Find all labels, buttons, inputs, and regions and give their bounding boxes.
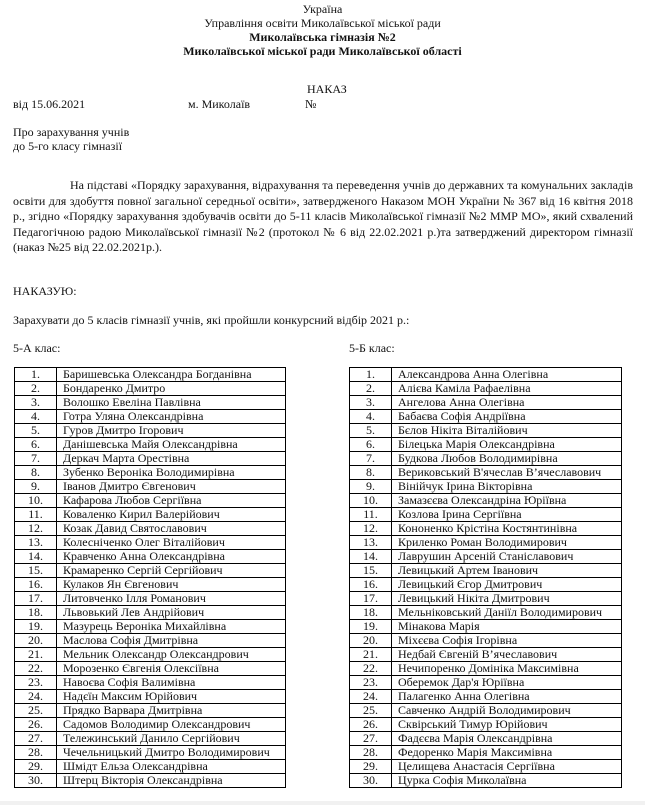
student-name: Надєїн Максим Юрійович [57,690,286,704]
student-name: Бондаренко Дмитро [57,382,286,396]
table-row [350,704,622,718]
row-number: 28. [15,746,57,760]
row-number: 1. [350,368,392,382]
row-number: 11. [350,508,392,522]
table-row [15,606,286,620]
student-name: Вінійчук Ірина Вікторівна [392,480,622,494]
student-name: Бєлов Нікіта Віталійович [392,424,622,438]
row-number: 10. [15,494,57,508]
table-row [15,718,286,732]
student-name: Мельник Олександр Олександрович [57,648,286,662]
student-name: Ангелова Анна Олегівна [392,396,622,410]
student-name: Міхєєва Софія Ігорівна [392,634,622,648]
student-name: Козак Давид Святославович [57,522,286,536]
row-number: 3. [15,396,57,410]
student-name: Левицький Нікіта Дмитрович [392,592,622,606]
row-number: 25. [350,704,392,718]
student-name: Кафарова Любов Сергіївна [57,494,286,508]
header-country: Україна [302,2,343,16]
table-row [350,480,622,494]
student-name: Крамаренко Сергій Сергійович [57,564,286,578]
table-row [15,522,286,536]
student-name: Гуров Дмитро Ігорович [57,424,286,438]
row-number: 9. [15,480,57,494]
student-name: Левицький Артем Іванович [392,564,622,578]
table-row [350,634,622,648]
student-name: Фадєєва Марія Олександрівна [392,732,622,746]
row-number: 4. [15,410,57,424]
row-number: 8. [15,466,57,480]
student-name: Кулаков Ян Євгенович [57,578,286,592]
row-number: 30. [350,774,392,788]
row-number: 12. [15,522,57,536]
row-number: 7. [15,452,57,466]
student-name: Іванов Дмитро Євгенович [57,480,286,494]
student-name: Садомов Володимир Олександрович [57,718,286,732]
row-number: 30. [15,774,57,788]
row-number: 8. [350,466,392,480]
student-name: Навоєва Софія Валимівна [57,676,286,690]
table-row [350,536,622,550]
order-number: № [305,97,317,111]
student-name: Козлова Ірина Сергіївна [392,508,622,522]
student-name: Чечельницький Дмитро Володимирович [57,746,286,760]
row-number: 28. [350,746,392,760]
student-name: Волошко Евеліна Павлівна [57,396,286,410]
table-row [15,452,286,466]
student-name: Данішевська Майя Олександрівна [57,438,286,452]
table-row [350,676,622,690]
row-number: 29. [350,760,392,774]
row-number: 29. [15,760,57,774]
row-number: 13. [15,536,57,550]
table-row [350,690,622,704]
student-name: Криленко Роман Володимирович [392,536,622,550]
table-row [350,648,622,662]
table-row [15,550,286,564]
row-number: 16. [15,578,57,592]
class-a-student-table [14,367,286,788]
table-row [15,536,286,550]
table-row [350,578,622,592]
table-row [15,578,286,592]
table-row [350,662,622,676]
student-name: Львовький Лев Андрійович [57,606,286,620]
student-name: Коваленко Кирил Валерійович [57,508,286,522]
student-name: Александрова Анна Олегівна [392,368,622,382]
row-number: 5. [350,424,392,438]
row-number: 13. [350,536,392,550]
row-number: 3. [350,396,392,410]
table-row [350,606,622,620]
table-row [15,494,286,508]
table-row [15,676,286,690]
student-name: Федоренко Марія Максимівна [392,746,622,760]
table-row [15,382,286,396]
student-name: Нечипоренко Домініка Максимівна [392,662,622,676]
student-name: Савченко Андрій Володимирович [392,704,622,718]
table-row [350,620,622,634]
row-number: 26. [15,718,57,732]
table-row [350,424,622,438]
instruction-text: Зарахувати до 5 класів гімназії учнів, які пройшли конкурсний відбір 2021 р.: [13,313,410,327]
row-number: 25. [15,704,57,718]
student-name: Колесніченко Олег Віталійович [57,536,286,550]
header-school-affiliation: Миколаївської міської ради Миколаївської області [183,44,462,58]
table-row [350,508,622,522]
student-name: Целищева Анастасія Сергіївна [392,760,622,774]
student-name: Прядко Варвара Дмитрівна [57,704,286,718]
row-number: 27. [350,732,392,746]
table-row [350,368,622,382]
student-name: Литовченко Ілля Романович [57,592,286,606]
table-row [350,564,622,578]
table-row [350,396,622,410]
row-number: 14. [350,550,392,564]
table-row [350,522,622,536]
student-name: Недбай Євгеній В’ячеславович [392,648,622,662]
row-number: 18. [350,606,392,620]
row-number: 5. [15,424,57,438]
row-number: 15. [15,564,57,578]
page-bottom-edge [0,801,645,805]
table-row [350,452,622,466]
student-name: Баришевська Олександра Богданівна [57,368,286,382]
table-row [15,480,286,494]
row-number: 1. [15,368,57,382]
row-number: 9. [350,480,392,494]
subject-line-2: до 5-го класу гімназії [13,139,123,153]
subject-line-1: Про зарахування учнів [13,125,130,139]
student-name: Палагенко Анна Олегівна [392,690,622,704]
order-date: від 15.06.2021 [13,97,86,111]
table-row [350,592,622,606]
table-row [15,760,286,774]
student-name: Зубенко Вероніка Володимирівна [57,466,286,480]
row-number: 24. [15,690,57,704]
table-row [350,746,622,760]
table-row [15,424,286,438]
table-row [15,634,286,648]
student-name: Штерц Вікторія Олександрівна [57,774,286,788]
row-number: 21. [350,648,392,662]
table-row [15,466,286,480]
table-row [15,564,286,578]
table-row [15,396,286,410]
class-b-label: 5-Б клас: [349,341,395,355]
table-row [15,438,286,452]
table-row [15,690,286,704]
row-number: 15. [350,564,392,578]
header-department: Управління освіти Миколаївської міської ради [204,16,441,30]
row-number: 24. [350,690,392,704]
class-b-student-table [349,367,622,788]
row-number: 2. [350,382,392,396]
row-number: 14. [15,550,57,564]
student-name: Алієва Каміла Рафаелівна [392,382,622,396]
order-word: НАКАЗУЮ: [13,284,77,298]
student-name: Шмідт Ельза Олександрівна [57,760,286,774]
row-number: 10. [350,494,392,508]
row-number: 20. [350,634,392,648]
student-name: Оберемок Дар'я Юріївна [392,676,622,690]
student-name: Маслова Софія Дмитрівна [57,634,286,648]
row-number: 2. [15,382,57,396]
table-row [15,662,286,676]
row-number: 22. [350,662,392,676]
row-number: 19. [15,620,57,634]
class-a-label: 5-А клас: [13,341,61,355]
student-name: Сквірський Тимур Юрійович [392,718,622,732]
table-row [350,774,622,788]
order-city: м. Миколаїв [188,97,251,111]
row-number: 6. [350,438,392,452]
row-number: 17. [15,592,57,606]
student-name: Тележинський Данило Сергійович [57,732,286,746]
row-number: 11. [15,508,57,522]
table-row [350,410,622,424]
table-row [15,774,286,788]
table-row [15,508,286,522]
row-number: 23. [15,676,57,690]
row-number: 6. [15,438,57,452]
student-name: Деркач Марта Орестівна [57,452,286,466]
row-number: 20. [15,634,57,648]
student-name: Білецька Марія Олександрівна [392,438,622,452]
student-name: Вериковський В'ячеслав В’ячеславович [392,466,622,480]
student-name: Мельніковський Даніїл Володимирович [392,606,622,620]
student-name: Цурка Софія Миколаївна [392,774,622,788]
row-number: 17. [350,592,392,606]
table-row [350,438,622,452]
student-name: Будкова Любов Володимирівна [392,452,622,466]
table-row [350,466,622,480]
table-row [15,648,286,662]
table-row [15,620,286,634]
row-number: 18. [15,606,57,620]
row-number: 16. [350,578,392,592]
student-name: Бабаєва Софія Андріївна [392,410,622,424]
row-number: 26. [350,718,392,732]
row-number: 21. [15,648,57,662]
table-row [350,382,622,396]
student-name: Левицький Єгор Дмитрович [392,578,622,592]
table-row [15,732,286,746]
row-number: 12. [350,522,392,536]
student-name: Мазурець Вероніка Михайлівна [57,620,286,634]
row-number: 23. [350,676,392,690]
student-name: Морозенко Євгенія Олексіївна [57,662,286,676]
student-name: Мінакова Марія [392,620,622,634]
table-row [15,704,286,718]
table-row [350,732,622,746]
student-name: Лаврушин Арсеній Станіславович [392,550,622,564]
table-row [15,368,286,382]
table-row [350,494,622,508]
student-name: Замазєєва Олександріна Юріївна [392,494,622,508]
row-number: 19. [350,620,392,634]
student-name: Кравченко Анна Олександрівна [57,550,286,564]
row-number: 7. [350,452,392,466]
student-name: Готра Уляна Олександрівна [57,410,286,424]
header-school-name: Миколаївська гімназія №2 [249,30,396,44]
student-name: Кононенко Крістіна Костянтинівна [392,522,622,536]
table-row [15,592,286,606]
row-number: 27. [15,732,57,746]
row-number: 22. [15,662,57,676]
order-title: НАКАЗ [307,82,347,96]
table-row [15,746,286,760]
table-row [350,760,622,774]
preamble-paragraph: На підставі «Порядку зарахування, відрахування та переведення учнів до державних та комунальних закладів освіти для здобуття повної загальної середньої освіти», затвердженого Наказом МОН України № 367 від 16 квітня 2018 р., згідно «Порядку зарахування здобувачів освіти до 5-11 класів Миколаївської гімназії №2 ММР МО», який схвалений Педагогічною радою Миколаївської гімназії №2 (протокол № 6 від 22.02.2021 р.)та затверджений директором гімназії (наказ №25 від 22.02.2021р.). [13,178,633,255]
row-number: 4. [350,410,392,424]
table-row [15,410,286,424]
table-row [350,550,622,564]
table-row [350,718,622,732]
